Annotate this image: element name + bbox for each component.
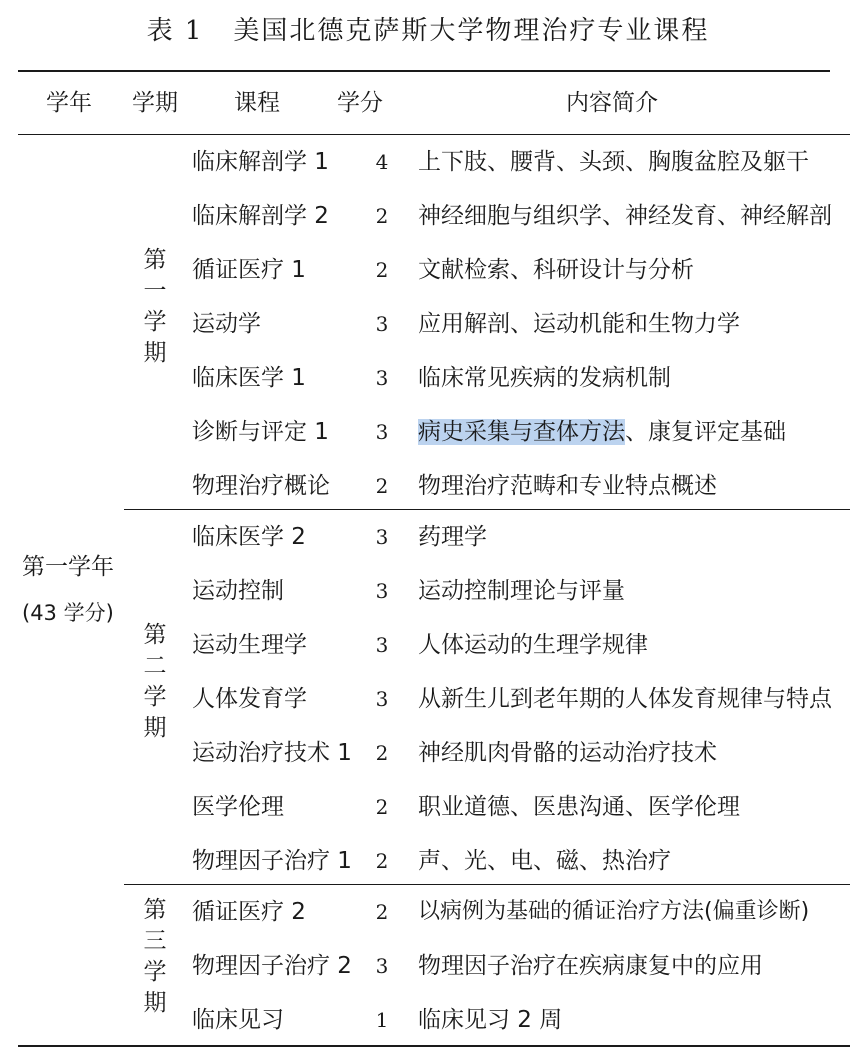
course-name: 运动生理学	[192, 632, 307, 658]
course-name: 循证医疗 2	[192, 899, 306, 925]
course-credit: 2	[375, 741, 389, 765]
course-content: 病史采集与查体方法、康复评定基础	[418, 419, 786, 445]
course-content: 声、光、电、磁、热治疗	[418, 848, 671, 874]
course-content: 从新生儿到老年期的人体发育规律与特点	[418, 686, 832, 712]
course-content: 临床见习 2 周	[418, 1007, 563, 1033]
course-credit: 2	[375, 258, 389, 282]
table-title	[0, 10, 856, 47]
course-name: 临床医学 1	[192, 365, 306, 391]
course-name: 诊断与评定 1	[192, 419, 329, 445]
course-content: 神经细胞与组织学、神经发育、神经解剖	[418, 203, 832, 229]
course-credit: 2	[375, 849, 389, 873]
header-course: 课程	[234, 90, 280, 116]
course-name: 临床解剖学 1	[192, 149, 329, 175]
header-rule	[18, 134, 850, 135]
course-name: 物理因子治疗 1	[192, 848, 352, 874]
course-credit: 2	[375, 795, 389, 819]
course-credit: 3	[375, 366, 389, 390]
course-name: 物理治疗概论	[192, 473, 330, 499]
course-name: 临床医学 2	[192, 524, 306, 550]
course-content: 应用解剖、运动机能和生物力学	[418, 311, 740, 337]
course-credit: 3	[375, 687, 389, 711]
course-name: 医学伦理	[192, 794, 284, 820]
course-credit: 3	[375, 633, 389, 657]
bottom-rule	[18, 1045, 850, 1047]
top-rule	[18, 70, 830, 72]
course-credit: 3	[375, 525, 389, 549]
course-credit: 2	[375, 900, 389, 924]
course-credit: 2	[375, 474, 389, 498]
course-name: 运动治疗技术 1	[192, 740, 352, 766]
course-name: 运动学	[192, 311, 261, 337]
table-caption: 美国北德克萨斯大学物理治疗专业课程	[233, 16, 710, 46]
course-credit: 3	[375, 579, 389, 603]
course-credit: 3	[375, 420, 389, 444]
course-content: 以病例为基础的循证治疗方法(偏重诊断)	[418, 899, 810, 924]
course-name: 循证医疗 1	[192, 257, 306, 283]
semester-1-divider	[124, 509, 850, 510]
text-selection-highlight[interactable]: 病史采集与查体方法	[418, 419, 625, 445]
course-credit: 3	[375, 312, 389, 336]
header-credit: 学分	[337, 90, 383, 116]
course-credit: 1	[375, 1008, 389, 1032]
table-number: 表 1	[146, 16, 204, 46]
course-credit: 4	[375, 150, 389, 174]
course-content: 运动控制理论与评量	[418, 578, 625, 604]
course-name: 临床解剖学 2	[192, 203, 329, 229]
semester-1-label: 第 一 学 期	[143, 247, 167, 366]
course-content: 物理因子治疗在疾病康复中的应用	[418, 953, 763, 979]
semester-2-label: 第 二 学 期	[143, 622, 167, 741]
course-content: 临床常见疾病的发病机制	[418, 365, 671, 391]
course-content: 物理治疗范畴和专业特点概述	[418, 473, 717, 499]
header-semester: 学期	[132, 90, 178, 116]
course-content: 药理学	[418, 524, 487, 550]
course-content: 职业道德、医患沟通、医学伦理	[418, 794, 740, 820]
semester-2-divider	[124, 884, 850, 885]
header-content: 内容简介	[566, 90, 658, 116]
year-credits-note: (43 学分)	[22, 601, 114, 625]
course-content: 文献检索、科研设计与分析	[418, 257, 694, 283]
course-credit: 3	[375, 954, 389, 978]
course-name: 物理因子治疗 2	[192, 953, 352, 979]
header-year: 学年	[46, 90, 92, 116]
course-content: 神经肌肉骨骼的运动治疗技术	[418, 740, 717, 766]
course-content: 上下肢、腰背、头颈、胸腹盆腔及躯干	[418, 149, 809, 175]
course-credit: 2	[375, 204, 389, 228]
course-name: 临床见习	[192, 1007, 284, 1033]
year-label: 第一学年	[22, 554, 114, 580]
course-name: 运动控制	[192, 578, 284, 604]
semester-3-label: 第 三 学 期	[143, 897, 167, 1016]
course-name: 人体发育学	[192, 686, 307, 712]
course-content: 人体运动的生理学规律	[418, 632, 648, 658]
